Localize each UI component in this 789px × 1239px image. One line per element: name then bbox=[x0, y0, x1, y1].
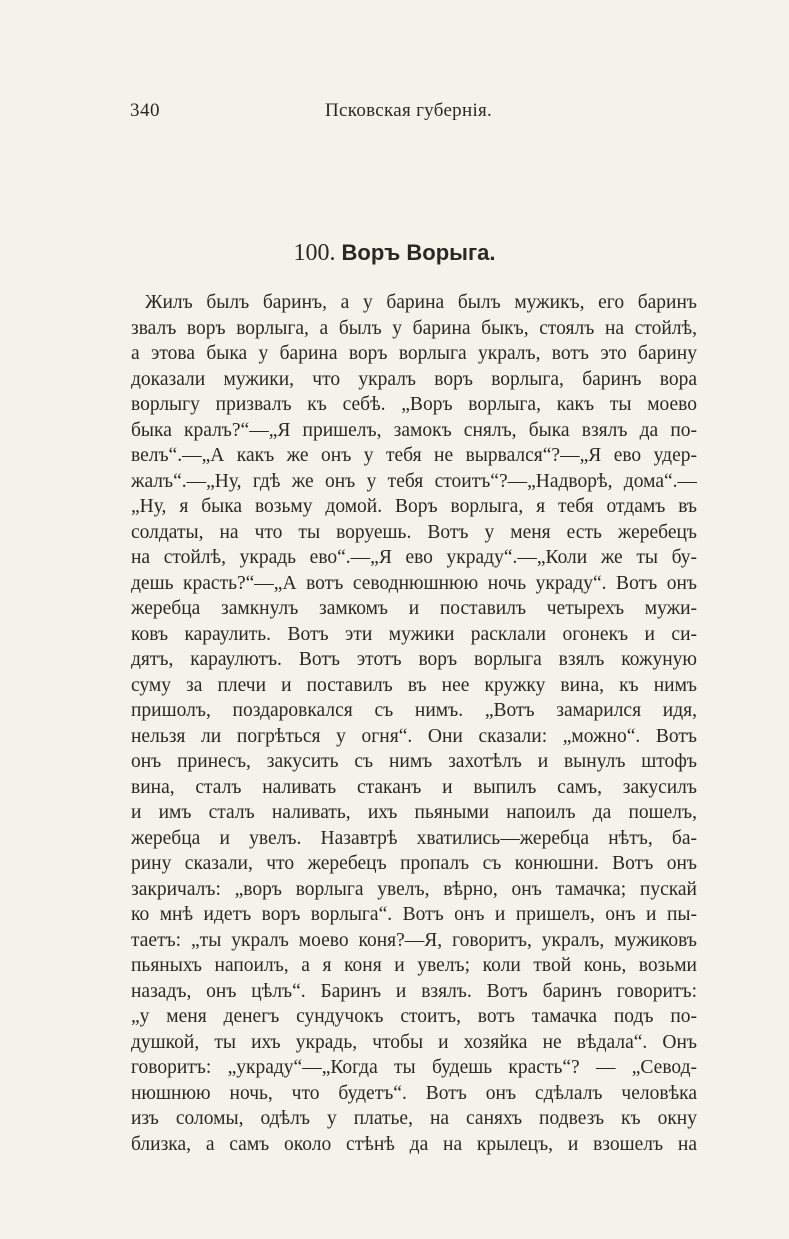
text-line: и имъ сталъ наливать, ихъ пьяными напоилъ да пошелъ, bbox=[131, 802, 697, 823]
text-line: жеребца замкнулъ замкомъ и поставилъ четырехъ мужи- bbox=[131, 598, 697, 619]
text-line: „Ну, я быка возьму домой. Воръ ворлыга, я тебя отдамъ въ bbox=[131, 496, 697, 517]
page-header bbox=[130, 100, 670, 128]
text-line: нюшнюю ночь, что будетъ“. Вотъ онъ сдѣлалъ человѣка bbox=[131, 1082, 697, 1104]
text-line: пришолъ, поздаровкался съ нимъ. „Вотъ замарился идя, bbox=[131, 700, 697, 721]
text-line: нельзя ли погрѣться у огня“. Они сказали: „можно“. Вотъ bbox=[131, 725, 697, 747]
text-line: говоритъ: „украду“—„Когда ты будешь красть“? — „Севод- bbox=[131, 1057, 697, 1078]
story-name: Воръ Ворыга. bbox=[341, 240, 496, 265]
text-line: онъ принесъ, закусить съ нимъ захотѣлъ и вынулъ штофъ bbox=[131, 751, 697, 772]
text-line: на стойлѣ, украдь ево“.—„Я ево украду“.—„Коли же ты бу- bbox=[131, 547, 697, 568]
text-line: звалъ воръ ворлыга, а былъ у барина быкъ, стоялъ на стойлѣ, bbox=[131, 317, 697, 339]
text-line: солдаты, на что ты воруешь. Вотъ у меня есть жеребецъ bbox=[131, 521, 697, 543]
story-body bbox=[131, 290, 697, 1210]
text-line: рину сказали, что жеребецъ пропалъ съ конюшни. Вотъ онъ bbox=[131, 853, 697, 874]
text-line: ворлыгу призвалъ къ себѣ. „Воръ ворлыга, какъ ты моево bbox=[131, 394, 697, 415]
text-line: дятъ, караулютъ. Вотъ этотъ воръ ворлыга взялъ кожуную bbox=[131, 649, 697, 670]
text-line: жалъ“.—„Ну, гдѣ же онъ у тебя стоитъ“?—„Надворѣ, дома“.— bbox=[131, 470, 697, 492]
text-line: велъ“.—„А какъ же онъ у тебя не вырвался“?—„Я ево удер- bbox=[131, 445, 697, 466]
text-line: а этова быка у барина воръ ворлыга укралъ, вотъ это барину bbox=[131, 343, 697, 364]
text-line: закричалъ: „воръ ворлыга увелъ, вѣрно, онъ тамачка; пускай bbox=[131, 878, 697, 900]
text-line: душкой, ты ихъ украдь, чтобы и хозяйка не вѣдала“. Онъ bbox=[131, 1031, 697, 1053]
text-line: „у меня денегъ сундучокъ стоитъ, вотъ тамачка подъ по- bbox=[131, 1006, 697, 1027]
text-line: ковъ караулить. Вотъ эти мужики расклали огонекъ и си- bbox=[131, 623, 697, 645]
text-line: суму за плечи и поставилъ въ нее кружку вина, къ нимъ bbox=[131, 674, 697, 696]
text-line: назадъ, онъ цѣлъ“. Баринъ и взялъ. Вотъ баринъ говоритъ: bbox=[131, 980, 697, 1002]
text-line: Жилъ былъ баринъ, а у барина былъ мужикъ, его баринъ bbox=[145, 292, 697, 313]
text-line: пьяныхъ напоилъ, а я коня и увелъ; коли твой конь, возьми bbox=[131, 955, 697, 976]
running-head: Псковская губернія. bbox=[325, 100, 493, 121]
story-number: 100. bbox=[293, 240, 336, 266]
text-line: быка кралъ?“—„Я пришелъ, замокъ снялъ, быка взялъ да по- bbox=[131, 419, 697, 441]
text-line: близка, а самъ около стѣнѣ да на крылецъ, и взошелъ на bbox=[131, 1133, 697, 1155]
text-line: дешь красть?“—„А вотъ севоднюшнюю ночь украду“. Вотъ онъ bbox=[131, 572, 697, 594]
text-line: изъ соломы, одѣлъ у платье, на саняхъ подвезъ къ окну bbox=[131, 1108, 697, 1129]
text-line: доказали мужики, что укралъ воръ ворлыга, баринъ вора bbox=[131, 368, 697, 390]
text-line: жеребца и увелъ. Назавтрѣ хватились—жеребца нѣтъ, ба- bbox=[131, 827, 697, 849]
story-title bbox=[0, 240, 789, 267]
text-line: ко мнѣ идетъ воръ ворлыга“. Вотъ онъ и пришелъ, онъ и пы- bbox=[131, 904, 697, 925]
text-line: вина, сталъ наливать стаканъ и выпилъ самъ, закусилъ bbox=[131, 776, 697, 798]
text-line: таетъ: „ты укралъ моево коня?—Я, говоритъ, укралъ, мужиковъ bbox=[131, 929, 697, 951]
page-number: 340 bbox=[130, 100, 160, 121]
